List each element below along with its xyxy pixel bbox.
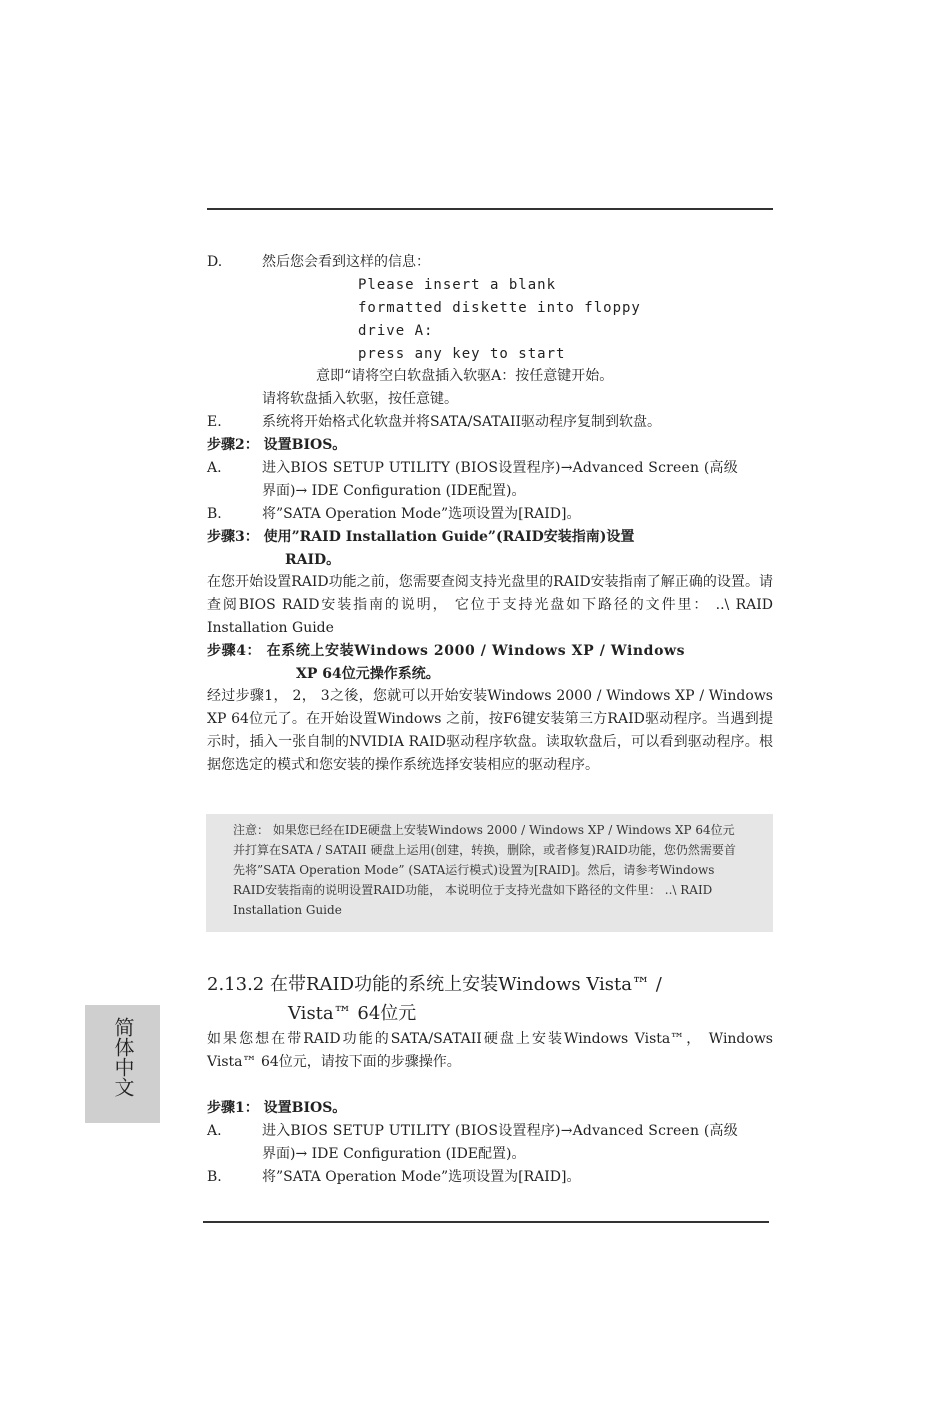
step-2a-line-2: 界面)→ IDE Configuration (IDE配置)。 <box>262 483 526 499</box>
step-4-paragraph: 经过步骤1， 2， 3之後，您就可以开始安装Windows 2000 / Windows XP / Windows XP 64位元了。在开始设置Windows 之前，按F6键安装第三方RAID驱动程序。当遇到提示时，插入一张自制的NVIDIA RAID驱动程序软盘。读取软盘后，可以看到驱动程序。根据您选定的模式和您安装的操作系统选择安装相应的驱动程序。 <box>207 688 773 773</box>
step-2-title: 步骤2： 设置BIOS。 <box>207 437 347 453</box>
step-3-title: 步骤3： 使用”RAID Installation Guide”(RAID安装指南)设置 <box>207 529 635 545</box>
step-4-title: 步骤4： 在系统上安装Windows 2000 / Windows XP / Windows <box>207 643 686 659</box>
screen-message-line-4: press any key to start <box>358 346 566 362</box>
note-box <box>206 814 773 932</box>
section-heading-cont: Vista™ 64位元 <box>288 1003 417 1024</box>
step-d-instruction: 请将软盘插入软驱，按任意键。 <box>262 391 458 407</box>
vista-step-b-text: 将”SATA Operation Mode”选项设置为[RAID]。 <box>262 1169 581 1185</box>
language-side-tab-label: 简体中文 <box>111 1017 135 1097</box>
language-side-tab <box>85 1005 160 1123</box>
vista-step-a-line-1: 进入BIOS SETUP UTILITY (BIOS设置程序)→Advanced Screen (高级 <box>262 1123 738 1139</box>
step-2b-marker: B. <box>207 506 222 522</box>
step-e-text: 系统将开始格式化软盘并将SATA/SATAII驱动程序复制到软盘。 <box>262 414 662 430</box>
step-d-text: 然后您会看到这样的信息： <box>262 254 430 270</box>
top-rule <box>207 208 773 210</box>
bottom-rule <box>203 1221 769 1223</box>
screen-message-line-1: Please insert a blank <box>358 277 557 293</box>
note-text: 注意： 如果您已经在IDE硬盘上安装Windows 2000 / Windows XP / Windows XP 64位元并打算在SATA / SATAII 硬盘上运用(创建，转换，删除，或者修复)RAID功能，您仍然需要首先将”SATA Operation Mode” (SATA运行模式)设置为[RAID]。然后，请参考Windows RAID安装指南的说明设置RAID功能， 本说明位于支持光盘如下路径的文件里： ..\ RAID Installation Guide <box>233 823 736 917</box>
step-e-marker: E. <box>207 414 222 430</box>
vista-step-b-marker: B. <box>207 1169 222 1185</box>
screen-message-line-2: formatted diskette into floppy <box>358 300 641 316</box>
section-intro: 如果您想在带RAID功能的SATA/SATAII硬盘上安装Windows Vista™， Windows Vista™ 64位元，请按下面的步骤操作。 <box>207 1031 773 1070</box>
vista-step-1-title: 步骤1： 设置BIOS。 <box>207 1100 347 1116</box>
step-3-paragraph: 在您开始设置RAID功能之前，您需要查阅支持光盘里的RAID安装指南了解正确的设置。请查阅BIOS RAID安装指南的说明， 它位于支持光盘如下路径的文件里： ..\ RAID Installation Guide <box>207 574 773 636</box>
step-2b-text: 将”SATA Operation Mode”选项设置为[RAID]。 <box>262 506 581 522</box>
section-heading: 2.13.2 在带RAID功能的系统上安装Windows Vista™ / <box>207 974 662 995</box>
step-4-title-cont: XP 64位元操作系统。 <box>296 666 440 682</box>
step-d-marker: D. <box>207 254 223 270</box>
step-2a-line-1: 进入BIOS SETUP UTILITY (BIOS设置程序)→Advanced Screen (高级 <box>262 460 738 476</box>
vista-step-a-marker: A. <box>207 1123 222 1139</box>
step-2a-marker: A. <box>207 460 222 476</box>
step-3-title-cont: RAID。 <box>285 552 341 568</box>
vista-step-a-line-2: 界面)→ IDE Configuration (IDE配置)。 <box>262 1146 526 1162</box>
message-meaning: 意即“请将空白软盘插入软驱A：按任意键开始。 <box>316 368 614 384</box>
screen-message-line-3: drive A: <box>358 323 434 339</box>
